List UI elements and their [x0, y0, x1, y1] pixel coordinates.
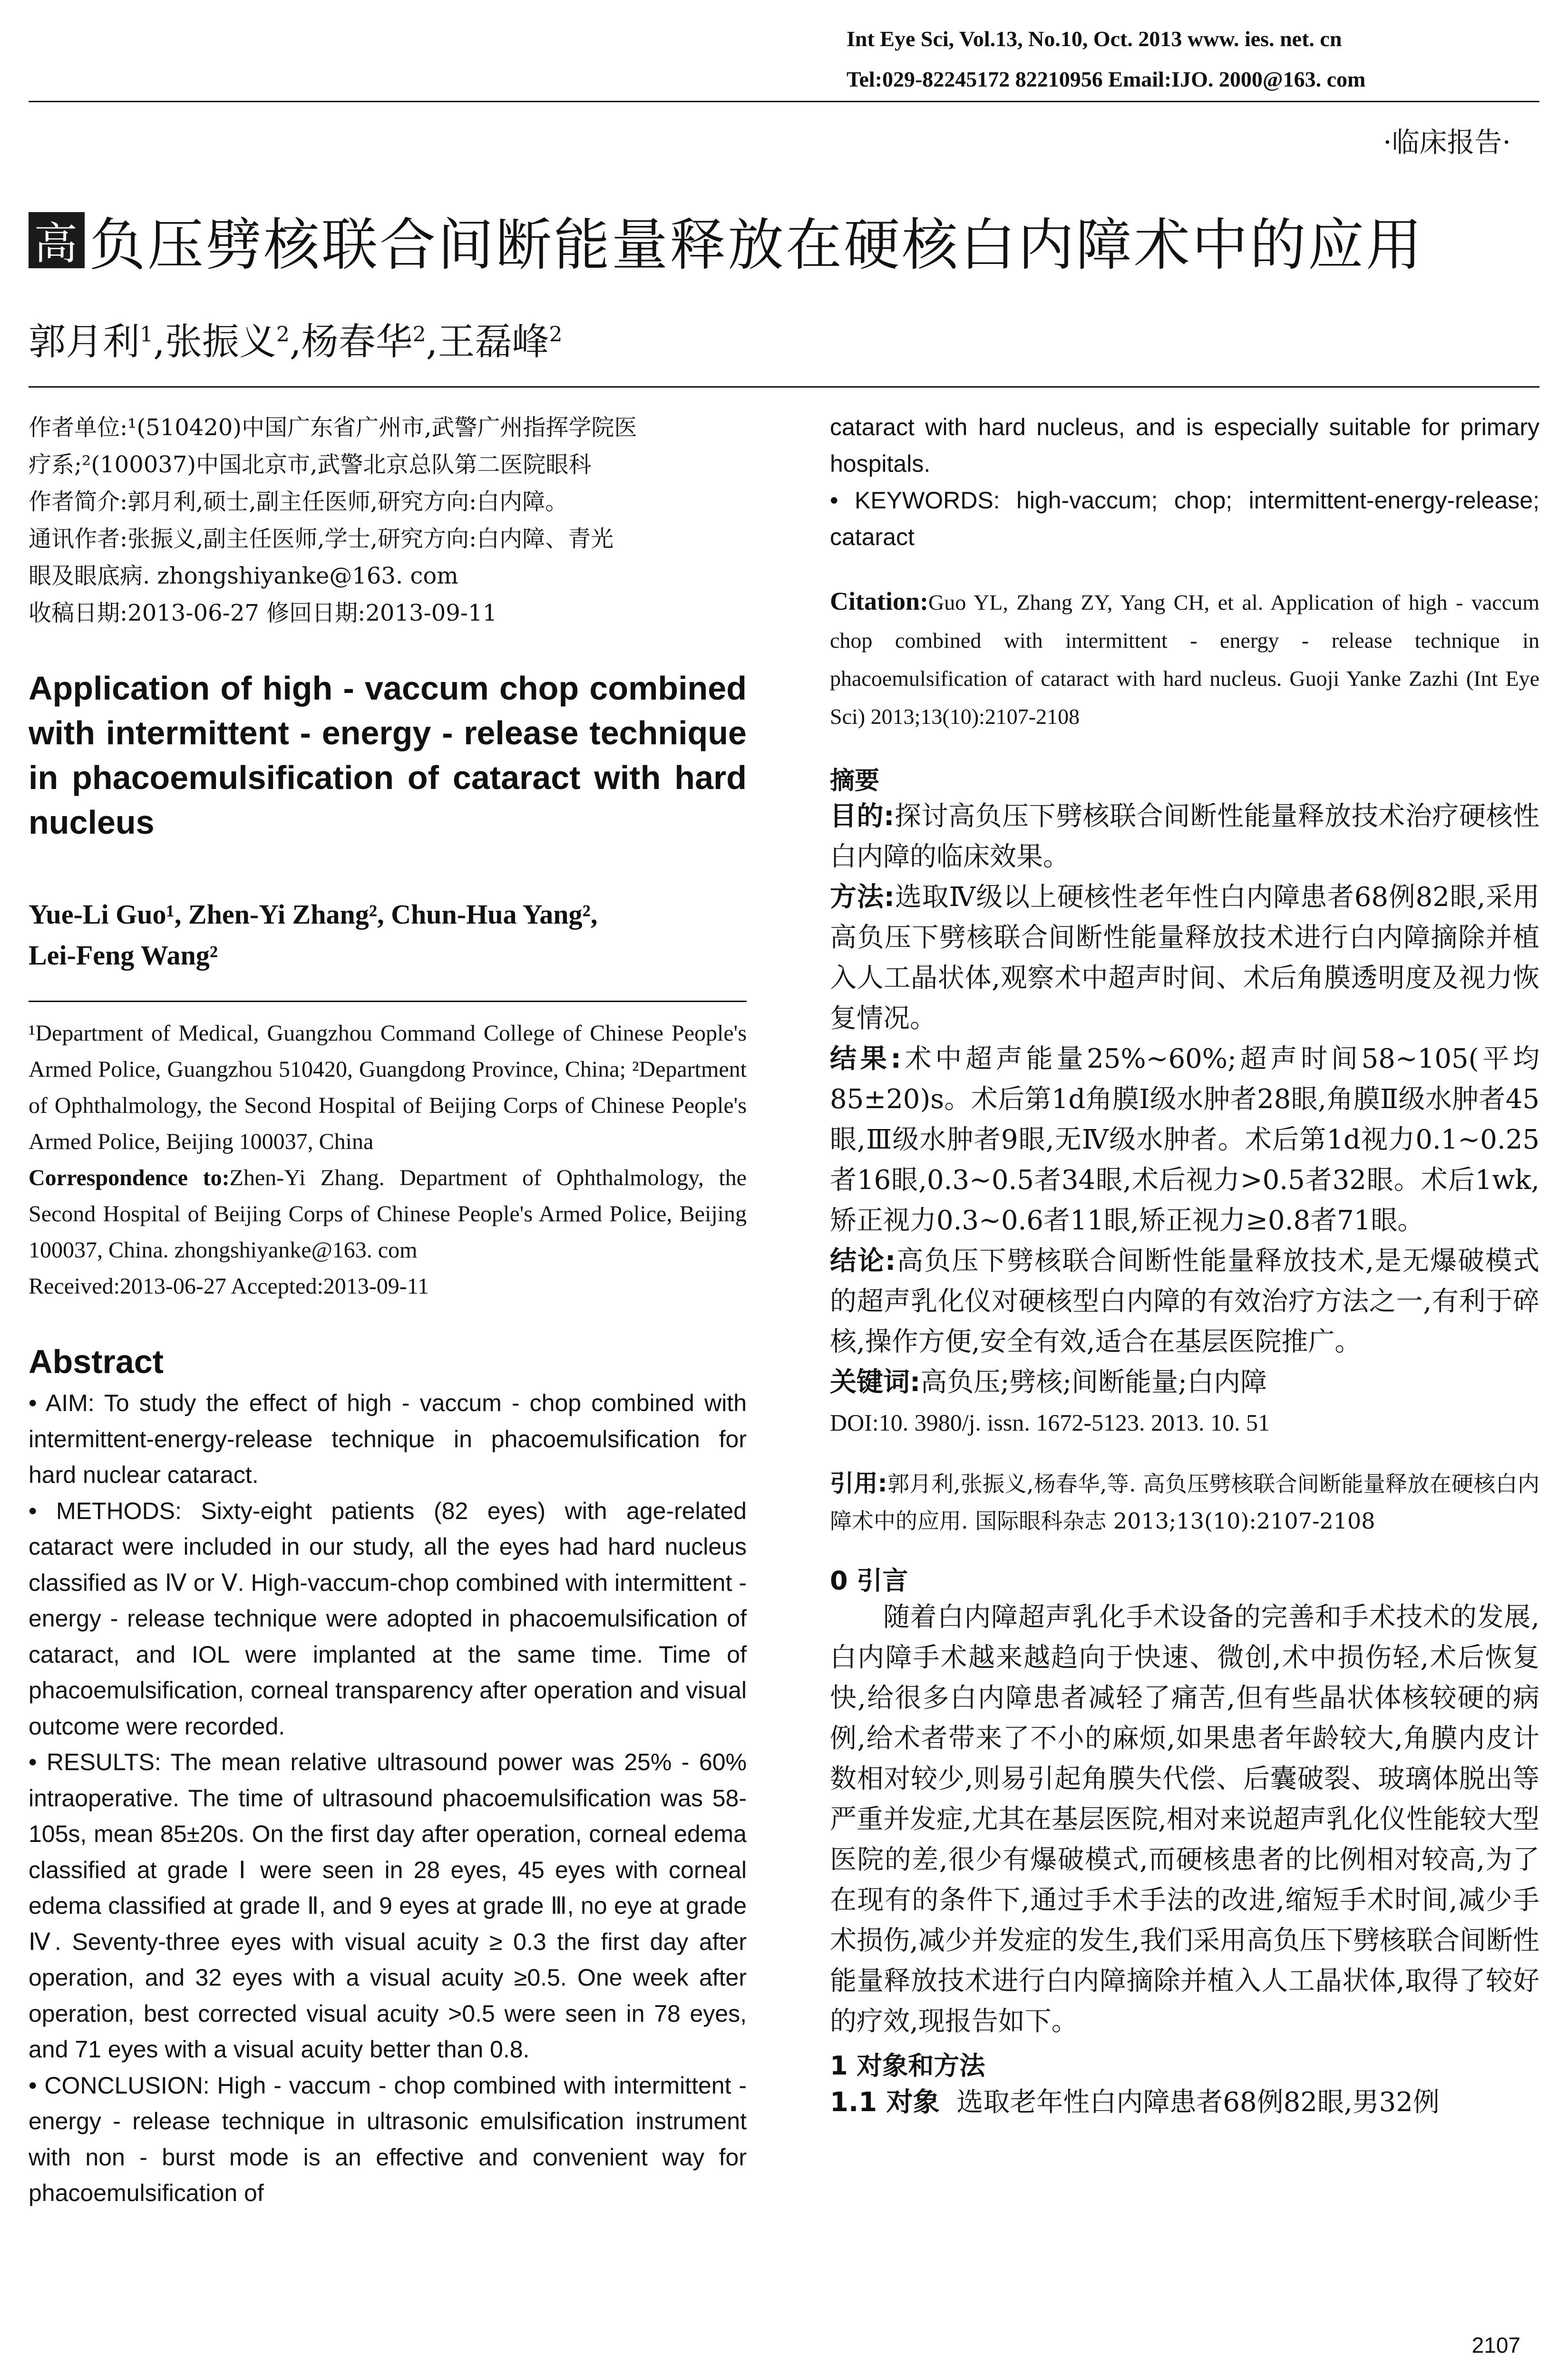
keywords-en: • KEYWORDS: high-vaccum; chop; intermittent-energy-release; cataract — [830, 487, 1539, 550]
english-authors — [29, 894, 747, 976]
subjects-paragraph — [830, 2082, 1539, 2123]
abstract-heading: Abstract — [29, 1343, 164, 1380]
abstract-methods: • METHODS: Sixty-eight patients (82 eyes) with age-related cataract were included in our study, all the eyes had hard nucleus classified as Ⅳ or Ⅴ. High-vaccum-chop combined with intermittent - energy - release technique were adopted in phacoemulsification of cataract, and IOL were implanted at the same time. Time of phacoemulsification, corneal transparency after operation and visual outcome were recorded. — [29, 1497, 747, 1740]
abstract-continued — [830, 409, 1539, 555]
author-name: 郭月利 — [29, 321, 140, 363]
keywords-label: 关键词: — [830, 1367, 921, 1398]
left-column — [29, 409, 747, 2211]
received-accepted: Received:2013-06-27 Accepted:2013-09-11 — [29, 1274, 429, 1299]
page-number: 2107 — [1471, 2333, 1520, 2358]
affiliation-text: ¹Department of Medical, Guangzhou Command College of Chinese People's Armed Police, Guangzhou 510420, Guangdong Province, China; ²Department of Ophthalmology, the Second Hospital of Beijing Corps of Chinese People's Armed Police, Beijing 100037, China — [29, 1021, 747, 1154]
conclusion-label: 结论: — [830, 1246, 896, 1276]
abstract-body — [29, 1385, 747, 2211]
methods-label: 方法: — [830, 882, 895, 913]
info-line: 收稿日期:2013-06-27 修回日期:2013-09-11 — [29, 600, 497, 626]
methods-text: 选取Ⅳ级以上硬核性老年性白内障患者68例82眼,采用高负压下劈核联合间断性能量释放技术进行白内障摘除并植入人工晶状体,观察术中超声时间、术后角膜透明度及视力恢复情况。 — [830, 882, 1539, 1034]
english-authors-line1: Yue-Li Guo¹, Zhen-Yi Zhang², Chun-Hua Yang², — [29, 899, 598, 930]
info-line: 疗系;²(100037)中国北京市,武警北京总队第二医院眼科 — [29, 451, 592, 478]
intro-heading: 0 引言 — [830, 1566, 908, 1596]
citation-text: Guo YL, Zhang ZY, Yang CH, et al. Application of high - vaccum chop combined with intermittent - energy - release technique in phacoemulsification of cataract with hard nucleus. Guoji Yanke Zazhi (Int Eye Sci) 2013;13(10):2107-2108 — [830, 590, 1539, 729]
conclusion-text: 高负压下劈核联合间断性能量释放技术,是无爆破模式的超声乳化仪对硬核型白内障的有效治疗方法之一,有利于碎核,操作方便,安全有效,适合在基层医院推广。 — [830, 1246, 1539, 1357]
doi: DOI:10. 3980/j. issn. 1672-5123. 2013. 10. 51 — [830, 1409, 1270, 1436]
subjects-text: 选取老年性白内障患者68例82眼,男32例 — [956, 2087, 1440, 2118]
title-rule — [29, 386, 1539, 388]
info-line: 作者单位:¹(510420)中国广东省广州市,武警广州指挥学院医 — [29, 414, 637, 441]
journal-header-line1: Int Eye Sci, Vol.13, No.10, Oct. 2013 www. ies. net. cn — [847, 27, 1342, 51]
affiliations — [29, 1015, 747, 1305]
info-line: 眼及眼底病. zhongshiyanke@163. com — [29, 563, 458, 589]
subjects-label: 1.1 对象 — [830, 2087, 940, 2118]
english-authors-line2: Lei-Feng Wang² — [29, 940, 218, 971]
citation-label: Citation: — [830, 587, 928, 615]
info-line: 作者简介:郭月利,硕士,副主任医师,研究方向:白内障。 — [29, 488, 568, 515]
title-first-char: 高 — [29, 212, 85, 268]
right-column — [830, 409, 1539, 2123]
abstract-results: • RESULTS: The mean relative ultrasound power was 25% - 60% intraoperative. The time of ultrasound phacoemulsification was 58-105s, mean 85±20s. On the first day after operation, corneal edema classified at grade Ⅰ were seen in 28 eyes, 45 eyes with corneal edema classified at grade Ⅱ, and 9 eyes at grade Ⅲ, no eye at grade Ⅳ. Seventy-three eyes with visual acuity ≥ 0.3 the first day after operation, and 32 eyes with a visual acuity ≥0.5. One week after operation, best corrected visual acuity >0.5 were seen in 78 eyes, and 71 eyes with a visual acuity better than 0.8. — [29, 1749, 747, 2063]
intro-text: 随着白内障超声乳化手术设备的完善和手术技术的发展,白内障手术越来越趋向于快速、微创,术中损伤轻,术后恢复快,给很多白内障患者减轻了痛苦,但有些晶状体核较硬的病例,给术者带来了不小的麻烦,如果患者年龄较大,角膜内皮计数相对较少,则易引起角膜失代偿、后囊破裂、玻璃体脱出等严重并发症,尤其在基层医院,相对来说超声乳化仪性能较大型医院的差,很少有爆破模式,而硬核患者的比例相对较高,为了在现有的条件下,通过手术手法的改进,缩短手术时间,减少手术损伤,减少并发症的发生,我们采用高负压下劈核联合间断性能量释放技术进行白内障摘除并植入人工晶状体,取得了较好的疗效,现报告如下。 — [830, 1602, 1539, 2037]
english-title: Application of high - vaccum chop combined with intermittent - energy - release technique in phacoemulsification of cataract with hard nucleus — [29, 670, 747, 841]
reference-text: 郭月利,张振义,杨春华,等. 高负压劈核联合间断能量释放在硬核白内障术中的应用. 国际眼科杂志 2013;13(10):2107-2108 — [830, 1471, 1539, 1534]
methods-heading: 1 对象和方法 — [830, 2051, 985, 2081]
reference-label: 引用: — [830, 1470, 887, 1497]
author-name: 张振义 — [165, 321, 276, 363]
keywords-cn: 高负压;劈核;间断能量;白内障 — [920, 1367, 1267, 1398]
aim-label: 目的: — [830, 801, 895, 832]
author-sup: 2 — [276, 322, 290, 347]
abstract-conclusion: • CONCLUSION: High - vaccum - chop combined with intermittent - energy - release technique in ultrasonic emulsification instrument with non - burst mode is an effective and convenient way for phacoemulsification of — [29, 2072, 747, 2206]
correspondence-label: Correspondence to: — [29, 1165, 230, 1190]
journal-header-line2: Tel:029-82245172 82210956 Email:IJO. 2000@163. com — [847, 67, 1366, 91]
abstract-aim: • AIM: To study the effect of high - vaccum - chop combined with intermittent-energy-release technique in phacoemulsification for hard nuclear cataract. — [29, 1390, 747, 1488]
author-sup: 2 — [549, 322, 563, 347]
citation — [830, 582, 1539, 736]
cn-reference — [830, 1465, 1539, 1539]
affil-rule — [29, 1001, 747, 1002]
correspondence-text: Zhen-Yi Zhang. Department of Ophthalmology, the Second Hospital of Beijing Corps of Chinese People's Armed Police, Beijing 100037, China. zhongshiyanke@163. com — [29, 1165, 747, 1263]
author-name: 王磊峰 — [438, 321, 549, 363]
authors-cn: 郭月利$^1$,张振义$^2$,杨春华$^2$,王磊峰$^2$ — [29, 321, 563, 363]
header-rule — [29, 101, 1539, 102]
info-line: 通讯作者:张振义,副主任医师,学士,研究方向:白内障、青光 — [29, 526, 614, 552]
author-info-cn — [29, 409, 747, 632]
article-title — [29, 200, 1539, 281]
results-text: 术中超声能量25%~60%;超声时间58~105(平均85±20)s。术后第1d角膜Ⅰ级水肿者28眼,角膜Ⅱ级水肿者45眼,Ⅲ级水肿者9眼,无Ⅳ级水肿者。术后第1d视力0.1~0.25者16眼,0.3~0.5者34眼,术后视力>0.5者32眼。术后1wk,矫正视力0.3~0.6者11眼,矫正视力≥0.8者71眼。 — [830, 1043, 1539, 1236]
chinese-abstract — [830, 796, 1539, 1403]
title-rest: 负压劈核联合间断能量释放在硬核白内障术中的应用 — [89, 212, 1424, 278]
section-label: ·临床报告· — [1383, 126, 1511, 158]
aim-text: 探讨高负压下劈核联合间断性能量释放技术治疗硬核性白内障的临床效果。 — [830, 801, 1540, 872]
results-label: 结果: — [830, 1043, 901, 1074]
author-sup: 2 — [412, 322, 426, 347]
conclusion-continued: cataract with hard nucleus, and is especially suitable for primary hospitals. — [830, 414, 1539, 477]
author-name: 杨春华 — [301, 321, 413, 363]
author-sup: 1 — [140, 322, 154, 347]
chinese-abstract-heading: 摘要 — [830, 767, 880, 795]
